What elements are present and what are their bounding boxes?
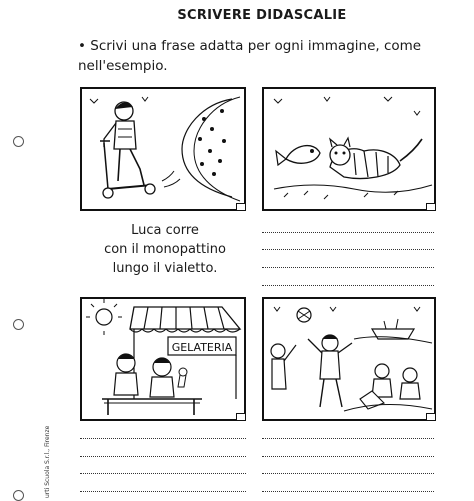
writing-line[interactable] [80, 456, 246, 457]
writing-line[interactable] [262, 456, 434, 457]
publisher-credit: urti Scuola S.r.l., Firenze [44, 425, 51, 498]
binder-hole-top [13, 136, 24, 147]
instruction-text: • Scrivi una frase adatta per ogni immagine, come nell'esempio. [78, 38, 422, 74]
picture-cat-chase [262, 87, 436, 211]
page-title: SCRIVERE DIDASCALIE [177, 8, 347, 23]
binder-hole-middle [13, 319, 24, 330]
picture-boy-scooter [80, 87, 246, 211]
panel-corner-4 [426, 413, 436, 421]
writing-line[interactable] [80, 473, 246, 474]
writing-line[interactable] [262, 473, 434, 474]
writing-line[interactable] [262, 491, 434, 492]
panel-corner-1 [236, 203, 246, 211]
writing-line[interactable] [262, 285, 434, 286]
scooter-illustration [82, 89, 244, 209]
writing-line[interactable] [262, 438, 434, 439]
writing-line[interactable] [262, 267, 434, 268]
panel-corner-3 [236, 413, 246, 421]
writing-line[interactable] [262, 249, 434, 250]
writing-line[interactable] [262, 232, 434, 233]
writing-line[interactable] [80, 438, 246, 439]
writing-line[interactable] [80, 491, 246, 492]
picture-beach [262, 297, 436, 421]
binder-hole-bottom [13, 490, 24, 501]
cat-illustration [264, 89, 434, 209]
panel-corner-2 [426, 203, 436, 211]
beach-illustration [264, 299, 434, 419]
picture-gelateria [80, 297, 246, 421]
example-caption: Luca corre con il monopattino lungo il vialetto. [104, 223, 226, 276]
shop-sign-text: GELATERIA [171, 341, 233, 354]
gelateria-illustration [82, 299, 244, 419]
bullet-icon: • [78, 38, 86, 54]
